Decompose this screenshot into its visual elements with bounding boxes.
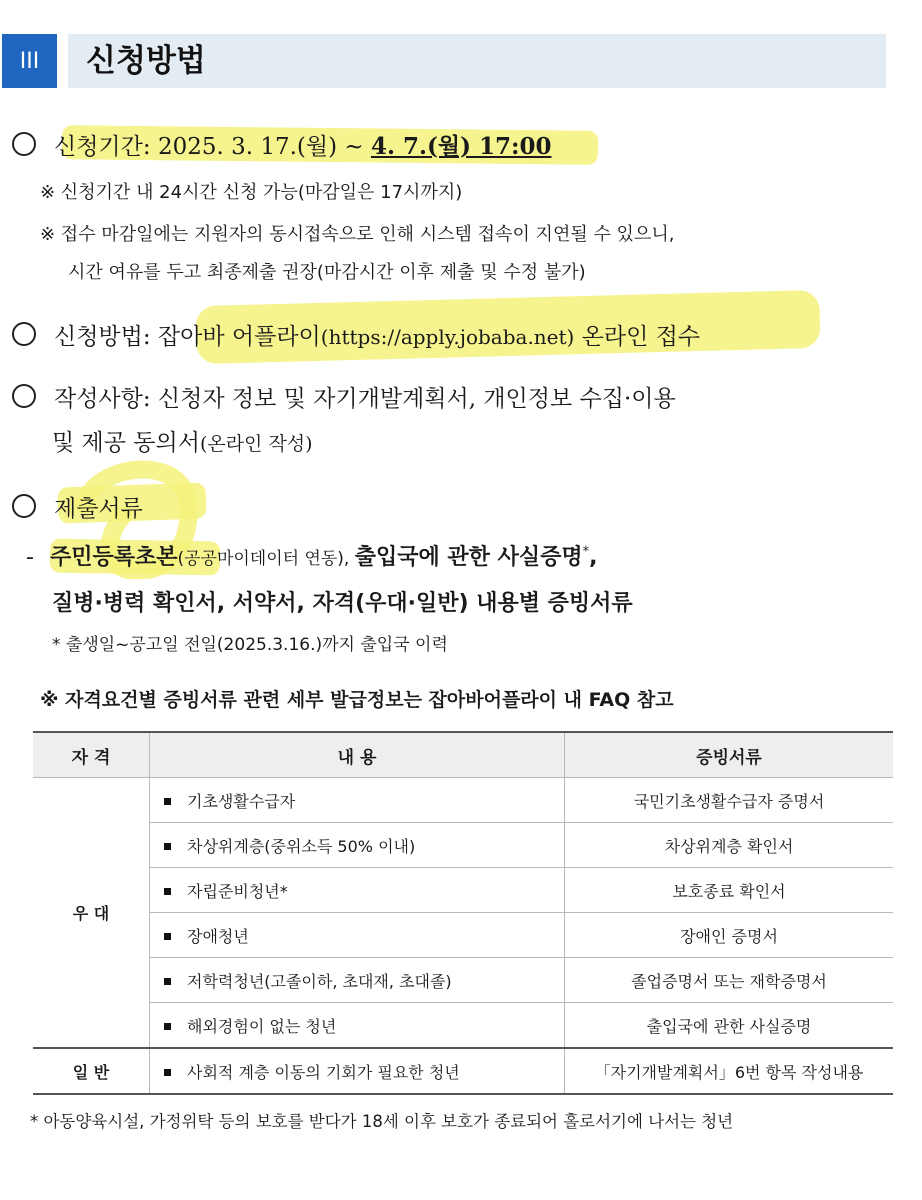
writing-line-1 [12, 380, 676, 413]
table-header-row [33, 732, 893, 778]
doc-resident-registration: 주민등록초본 [49, 545, 178, 570]
circle-bullet-icon [12, 384, 36, 408]
circle-bullet-icon [12, 322, 36, 346]
period-line [12, 128, 552, 161]
documents-list-line-1 [26, 540, 597, 571]
table-row [33, 778, 893, 823]
doc-public-mydata: (공공마이데이터 연동), [177, 549, 355, 569]
documents-line [12, 490, 143, 523]
square-bullet-icon [164, 933, 171, 940]
doc-immigration-certificate: 출입국에 관한 사실증명 [354, 545, 583, 570]
doc-comma: , [589, 545, 598, 570]
row-content: 기초생활수급자 [187, 791, 296, 811]
header-content: 내 용 [150, 732, 565, 778]
method-suffix: 온라인 접수 [574, 324, 701, 350]
writing-text-2a: 및 제공 동의서 [52, 430, 200, 456]
table-row [33, 913, 893, 958]
dash-bullet: - [26, 545, 34, 570]
table-row [33, 823, 893, 868]
period-deadline: 4. 7.(월) 17:00 [370, 133, 552, 160]
doc-asterisk: * [582, 544, 590, 560]
period-label: 신청기간: [54, 134, 158, 160]
row-content: 자립준비청년* [187, 881, 288, 901]
row-content: 장애청년 [187, 926, 249, 946]
writing-line-2 [52, 424, 313, 457]
table-row [33, 958, 893, 1003]
square-bullet-icon [164, 843, 171, 850]
square-bullet-icon [164, 978, 171, 985]
row-content: 사회적 계층 이동의 기회가 필요한 청년 [187, 1062, 460, 1082]
row-content: 저학력청년(고졸이하, 초대재, 초대졸) [187, 971, 452, 991]
method-line [12, 318, 700, 351]
row-document: 장애인 증명서 [565, 913, 894, 958]
row-document: 「자기개발계획서」6번 항목 작성내용 [565, 1048, 894, 1094]
table-row [33, 868, 893, 913]
table-row [33, 1003, 893, 1049]
table-row [33, 1048, 893, 1094]
row-document: 차상위계층 확인서 [565, 823, 894, 868]
footnote: * 아동양육시설, 가정위탁 등의 보호를 받다가 18세 이후 보호가 종료되어 홀로서기에 나서는 청년 [30, 1112, 734, 1131]
section-number-box [2, 34, 57, 88]
group-general: 일 반 [33, 1048, 150, 1094]
writing-text-1: 작성사항: 신청자 정보 및 자기개발계획서, 개인정보 수집·이용 [54, 386, 676, 412]
square-bullet-icon [164, 798, 171, 805]
section-title: 신청방법 [86, 43, 206, 79]
row-content: 차상위계층(중위소득 50% 이내) [187, 836, 416, 856]
circle-bullet-icon [12, 132, 36, 156]
header-qualification: 자 격 [33, 732, 150, 778]
writing-text-2b: (온라인 작성) [199, 433, 313, 455]
period-note-2: ※ 접수 마감일에는 지원자의 동시접속으로 인해 시스템 접속이 지연될 수 있으니, [40, 224, 675, 245]
row-content: 해외경험이 없는 청년 [187, 1016, 337, 1036]
method-url[interactable]: (https://apply.jobaba.net) [320, 325, 575, 349]
period-note-3: 시간 여유를 두고 최종제출 권장(마감시간 이후 제출 및 수정 불가) [68, 262, 586, 283]
row-document: 국민기초생활수급자 증명서 [565, 778, 894, 823]
eligibility-table [33, 731, 893, 1095]
header-documents: 증빙서류 [565, 732, 894, 778]
row-document: 출입국에 관한 사실증명 [565, 1003, 894, 1049]
period-note-1: ※ 신청기간 내 24시간 신청 가능(마감일은 17시까지) [40, 182, 463, 203]
section-number: III [19, 48, 40, 74]
square-bullet-icon [164, 888, 171, 895]
row-document: 졸업증명서 또는 재학증명서 [565, 958, 894, 1003]
square-bullet-icon [164, 1023, 171, 1030]
period-dates: 2025. 3. 17.(월) ~ [157, 134, 371, 160]
circle-bullet-icon [12, 494, 36, 518]
group-preferred: 우 대 [33, 778, 150, 1049]
row-document: 보호종료 확인서 [565, 868, 894, 913]
documents-note: * 출생일~공고일 전일(2025.3.16.)까지 출입국 이력 [52, 635, 448, 655]
square-bullet-icon [164, 1069, 171, 1076]
documents-label: 제출서류 [54, 496, 143, 522]
method-label: 신청방법: 잡아바 어플라이 [54, 324, 321, 350]
faq-note: ※ 자격요건별 증빙서류 관련 세부 발급정보는 잡아바어플라이 내 FAQ 참고 [40, 689, 674, 711]
documents-list-line-2: 질병·병력 확인서, 서약서, 자격(우대·일반) 내용별 증빙서류 [52, 591, 633, 616]
